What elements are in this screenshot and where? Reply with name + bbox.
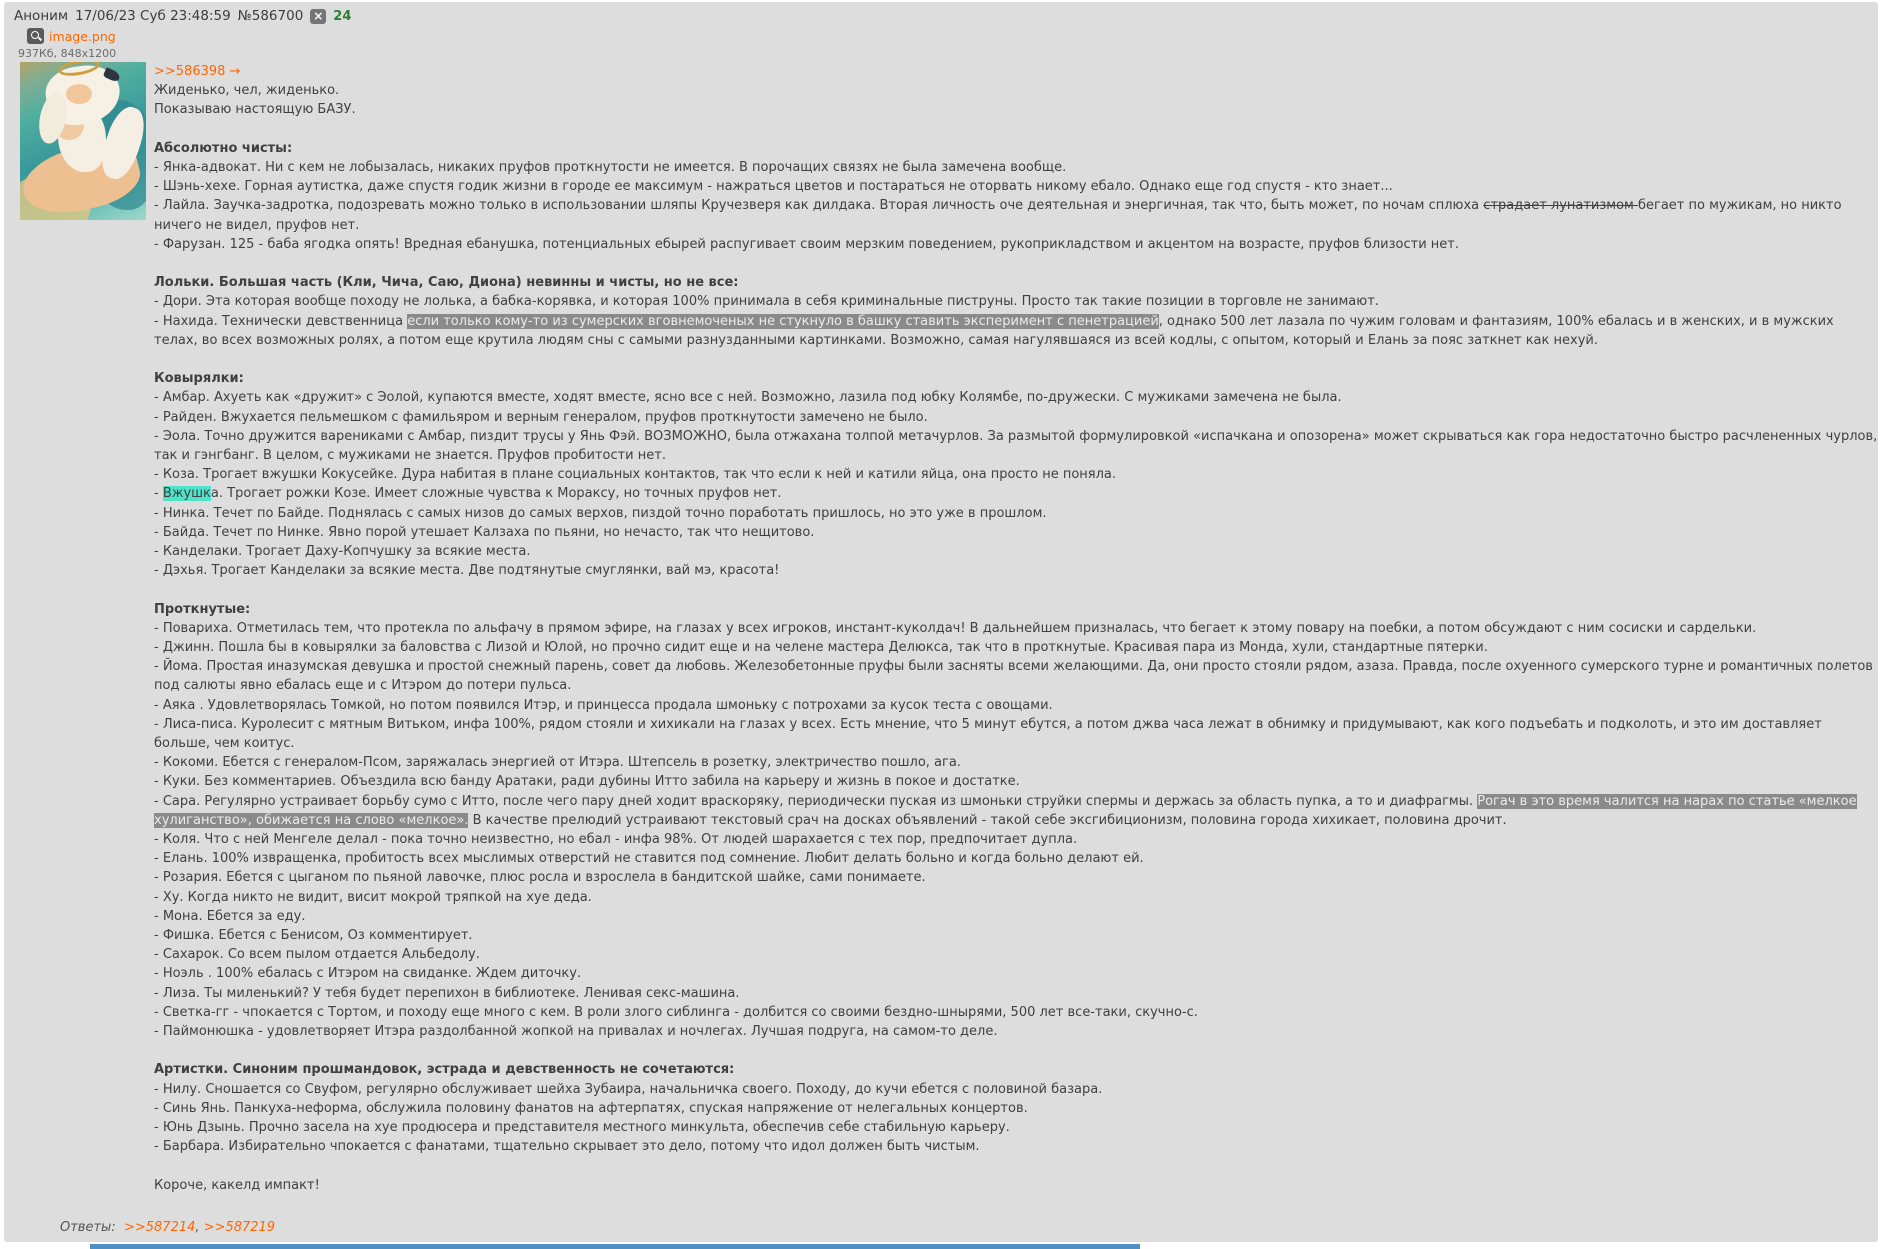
post-line [154,504,1880,523]
file-block [18,28,117,60]
post-line [154,561,1880,580]
text: - Джинн. Пошла бы в ковырялки за баловства с Лизой и Юлой, но прочно сидит еще и на челене мастера Делюкса, так что в проткнутые. Красивая пара из Монда, хули, стандартные пятерки. [154,640,1488,656]
text: - Коля. Что с ней Менгеле делал - пока точно неизвестно, но ебал - инфа 98%. От людей шарахается с тех пор, предпочитает дупла. [154,832,1078,848]
post-line [154,868,1880,887]
post-line [154,1060,1880,1079]
post-line [154,696,1880,715]
text: - Амбар. Ахуеть как «дружит» с Эолой, купаются вместе, ходят вместе, ясно все с ней. Возможно, лазила под юбку Колямбе, по-дружески. С мужиками замечена не была. [154,390,1342,406]
post-line [154,1080,1880,1099]
post-line [154,1176,1880,1195]
text: - Сахарок. Со всем пылом отдается Альбедолу. [154,947,480,963]
figure-shape [66,84,92,104]
text: - Шэнь-хехе. Горная аутистка, даже спустя годик жизни в городе ее максимум - нажраться цветов и постараться не оторвать никому ебало. Однако еще год спустя - кто знает... [154,179,1393,195]
post-datetime: 17/06/23 Суб 23:48:59 [75,8,231,24]
text: - [154,486,163,502]
file-meta: 937Кб, 848x1200 [18,47,117,60]
text: - Мона. Ебется за еду. [154,908,306,924]
text: - Дори. Эта которая вообще походу не лолька, а бабка-корявка, и которая 100% принимала в себя криминальные пиструны. Просто так такие позиции в торговле не занимают. [154,294,1379,310]
post-line [154,542,1880,561]
text: - Дэхья. Трогает Канделаки за всякие места. Две подтянутые смуглянки, вай мэ, красота! [154,563,780,579]
text: - Фарузан. 125 - баба ягодка опять! Вредная ебанушка, потенциальных ебырей распугивает своим мерзким поведением, рукоприкладством и акцентом на возрасте, пруфов близости нет. [154,236,1459,252]
post-line [154,196,1880,234]
blank-line [154,580,1880,599]
section-header: Абсолютно чисты: [154,140,293,156]
post-line [154,964,1880,983]
text: - Лайла. Заучка-задротка, подозревать можно только в использовании шляпы Кручезверя как дилдака. Вторая личность оче деятельная и энергичная, так что, быть может, по ночам сплюха [154,198,1484,214]
section-header: Лольки. Большая часть (Кли, Чича, Саю, Диона) невинны и чисты, но не все: [154,275,739,291]
blank-line [154,120,1880,139]
text: - Юнь Дзынь. Прочно засела на хуе продюсера и представителя местного минкульта, обеспечив себе стабильную карьеру. [154,1120,1010,1136]
replies-footer [60,1220,275,1235]
strikethrough-text: страдает лунатизмом [1483,198,1638,214]
post-line [154,81,1880,100]
post-line [154,657,1880,695]
post-line [154,772,1880,791]
text: - Сара. Регулярно устраивает борьбу сумо с Итто, после чего пару дней ходит враскоряку, периодически пуская из шмоньки струйки спермы и держась за область пупка, а то и диафрагмы. [154,793,1478,809]
text: - Синь Янь. Панкуха-неформа, обслужила половину фанатов на афтерпатях, спуская напряжение от нелегальных концертов. [154,1100,1028,1116]
section-header: Проткнутые: [154,601,251,617]
post-line [154,849,1880,868]
reply-backlink[interactable]: >>587214 [123,1220,196,1235]
text: - Нинка. Течет по Байде. Поднялась с самых низов до самых верхов, пиздой точно поработать пришлось, но это уже в прошлом. [154,505,1047,521]
close-icon[interactable]: × [310,9,326,24]
reply-backlink[interactable]: >>587219 [203,1220,276,1235]
spoiler-text: Рогач в это время чалится на нарах по статье «мелкое хулиганство», обижается на слово «мелкое». [154,793,1857,828]
post-line [154,62,1880,81]
text: - Канделаки. Трогает Даху-Копчушку за всякие места. [154,544,531,560]
text: а. Трогает рожки Козе. Имеет сложные чувства к Мораксу, но точных пруфов нет. [210,486,782,502]
blank-line [154,1041,1880,1060]
poster-name: Аноним [14,8,69,24]
post-line [154,408,1880,427]
post-line [154,926,1880,945]
text: - Райден. Вжухается пельмешком с фамильяром и верным генералом, пруфов проткнутости замечено не было. [154,409,928,425]
post-line [154,369,1880,388]
post-line [154,273,1880,292]
post-header [14,8,351,24]
search-highlight: Вжушк [162,486,211,502]
posts-count-badge: 24 [333,8,352,24]
post-line [154,158,1880,177]
post-container [4,2,1878,1242]
text: - Кокоми. Ебется с генералом-Псом, заряжалась энергией от Итэра. Штепсель в розетку, электричество пошло, ага. [154,755,961,771]
text: - Паймонюшка - удовлетворяет Итэра раздолбанной жопкой на привалах и ночлегах. Лучшая подруга, на самом-то деле. [154,1024,998,1040]
post-line [154,139,1880,158]
text: Жиденько, чел, жиденько. [154,83,340,99]
text: - Барбара. Избирательно чпокается с фанатами, тщательно скрывает это дело, потому что идол должен быть чистым. [154,1139,980,1155]
post-line [154,907,1880,926]
post-line [154,945,1880,964]
post-line [154,753,1880,772]
attachment-thumbnail[interactable] [20,62,146,220]
post-line [154,523,1880,542]
post-line [154,1137,1880,1156]
text: Показываю настоящую БАЗУ. [154,102,356,118]
post-body [154,62,1880,1195]
post-line [154,177,1880,196]
text: - Коза. Трогает вжушки Кокусейке. Дура набитая в плане социальных контактов, так что если к ней и катили яйца, она просто не поняла. [154,467,1117,483]
text: - Лиза. Ты миленький? У тебя будет перепихон в библиотеке. Ленивая секс-машина. [154,985,740,1001]
post-line [154,465,1880,484]
text: - Аяка . Удовлетворялась Томкой, но потом появился Итэр, и принцесса продала шмоньку с потрохами за кусок теста с овощами. [154,697,1053,713]
text: В качестве прелюдий устраивают текстовый срач на досках объявлений - такой себе эксгибиционизм, половина города хихикает, половина дрочит. [468,812,1507,828]
post-line [154,600,1880,619]
text: - Эола. Точно дружится варениками с Амбар, пиздит трусы у Янь Фэй. ВОЗМОЖНО, была отжахана толпой метачурлов. За размытой формулировкой «испачкана и опозорена» может скрываться как гора недостаточно быстро расчлененных чурлов, так и гэнгбанг. В целом, с мужиками не знается. Пруфов пробитости нет. [154,428,1878,464]
text: - Фишка. Ебется с Бенисом, Оз комментирует. [154,928,473,944]
blank-line [154,254,1880,273]
post-line [154,792,1880,830]
text: - Йома. Простая иназумская девушка и простой снежный парень, совет да любовь. Железобетонные пруфы были засняты всеми желающими. Да, они просто стояли рядом, азаза. Правда, после охуенного сумерского турне и романтичных полетов под салюты явно ебалась еще и с Итэром до потери пульса. [154,659,1873,694]
text: - Лиса-писа. Куролесит с мятным Витьком, инфа 100%, рядом стояли и хихикали на глазах у всех. Есть мнение, что 5 минут ебутся, а потом джва часа лежат в обнимку и придумывают, как кого подъебать и подколоть, и это им доставляет больше, чем коитус. [154,716,1822,752]
text: - Повариха. Отметилась тем, что протекла по альфачу в прямом эфире, на глазах у всех игроков, инстант-куколдач! В дальнейшем призналась, что бегает к этому повару на поебки, а потом обсуждают с ним сосиски и сардельки. [154,620,1757,636]
post-line [154,427,1880,465]
next-post-top-edge [90,1244,1140,1249]
text: - Розария. Ебется с цыганом по пьяной лавочке, плюс росла и взрослела в бандитской шайке, сами понимаете. [154,870,926,886]
post-line [154,830,1880,849]
post-line [154,388,1880,407]
text: бегает по мужикам, но никто ничего не видел, пруфов нет. [154,198,1842,233]
post-line [154,1099,1880,1118]
text: - Нилу. Сношается со Свуфом, регулярно обслуживает шейха Зубаира, начальничка своего. Походу, до кучи ебется с половиной базара. [154,1081,1103,1097]
text: , однако 500 лет лазала по чужим головам и фантазиям, 100% ебалась и в женских, и в мужских телах, во всех возможных ролях, а потом еще крутила людям сны с самыми разнузданными картинками. Возможно, самая нагулявшаяся из всей кодлы, с опытом, который и Елань за пояс заткнет как нехуй. [154,313,1834,348]
post-line [154,888,1880,907]
post-line [154,638,1880,657]
post-line [154,715,1880,753]
post-line [154,1022,1880,1041]
blank-line [154,1157,1880,1176]
replies-label: Ответы: [60,1220,116,1235]
post-line [154,984,1880,1003]
post-line [154,1118,1880,1137]
section-header: Артистки. Синоним прошмандовок, эстрада и девственность не сочетаются: [154,1062,735,1078]
text: - Елань. 100% извращенка, пробитость всех мыслимых отверстий не ставится под сомнение. Любит делать больно и когда больно делают ей. [154,851,1144,867]
text: - Ху. Когда никто не видит, висит мокрой тряпкой на хуе деда. [154,889,592,905]
spoiler-text: если только кому-то из сумерских вговнемоченых не стукнуло в башку ставить эксперимент с пенетрацией [407,313,1159,329]
post-line [154,100,1880,119]
post-line [154,235,1880,254]
text: - Ноэль . 100% ебалась с Итэром на свиданке. Ждем диточку. [154,966,582,982]
post-line [154,292,1880,311]
post-line [154,1003,1880,1022]
attachment-link[interactable]: image.png [49,28,116,44]
section-header: Ковырялки: [154,371,244,387]
text: - Нахида. Технически девственница [154,313,408,329]
post-line [154,484,1880,503]
text: - Янка-адвокат. Ни с кем не лобызалась, никаких пруфов проткнутости не имеется. В порочащих связях не была замечена вообще. [154,160,1067,175]
text: - Байда. Течет по Нинке. Явно порой утешает Калзаха по пьяни, но нечасто, так что нещитово. [154,524,815,540]
text: - Светка-гг - чпокается с Тортом, и походу еще много с кем. В роли злого сиблинга - долбится со своими бездно-шнырями, 500 лет все-таки, скучно-с. [154,1004,1198,1020]
post-number[interactable]: №586700 [237,8,304,24]
reply-quote-link[interactable]: >>586398 → [154,64,241,79]
text: Короче, какелд импакт! [154,1177,320,1193]
post-line [154,619,1880,638]
post-line [154,312,1880,350]
search-icon[interactable] [27,28,44,44]
blank-line [154,350,1880,369]
replies-separator: , [195,1220,204,1235]
text: - Куки. Без комментариев. Объездила всю банду Аратаки, ради дубины Итто забила на карьеру и жизнь в покое и достатке. [154,774,1020,790]
